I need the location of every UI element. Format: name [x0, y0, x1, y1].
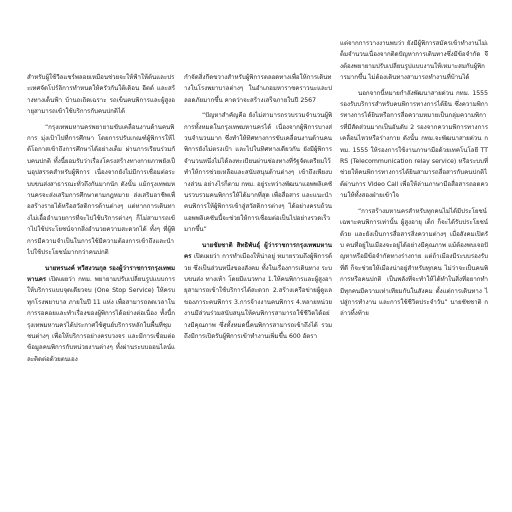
paragraph: “ปัญหาสำคัญคือ ยังไม่สามารถรวบรวมจำนวนผู้พิการทั้งหมดในกรุงเทพมหานครได้ เนื่องจากผู้พิการบางส่วนจำนวนมาก ซึ่งทำให้ทิศทางการขับเคลื่อนงานด้านคนพิการยังไม่ตรงเป้า และไปในทิศทางเดียวกัน ยังมีผู้พิการจำนวนหนึ่งไม่ได้ลงทะเบียนผ่านช่องทางที่รัฐจัดเตรียมไว้ ทำให้การช่วยเหลือและสนับสนุนด้านต่างๆ เข้าถึงเพียงบางส่วน อย่างไรก็ตาม กทม. อยู่ระหว่างพัฒนาแอพพลิเคชันรวบรวมคนพิการให้ได้มากที่สุด เพื่อสื่อสาร และแนะนำคนพิการให้ผู้พิการเข้าสู่สวัสดิการต่างๆ ได้อย่างครบถ้วน แอพพลิเคชันนี้จะช่วยให้การเชื่อมต่อเป็นไปอย่างรวดเร็วมากขึ้น”	[184, 112, 332, 234]
paragraph-text: เปิดเผยว่า การทำเมืองให้น่าอยู่ หมายรวมถึงผู้พิการด้วย ซึ่งเป็นส่วนหนึ่งของสังคม ทั้งในเรื่องการเดินทาง ระบบขนส่ง ทางเท้า โดยมีแนวทาง 1.ให้คนพิการและผู้สูงอายุสามารถเข้าใช้บริการได้สะดวก 2.สร้างเครือข่ายผู้ดูแลของภาระคนพิการ 3.การจ้างงานคนพิการ 4.หลายหน่วยงานมีส่วนร่วมสนับสนุนให้คนพิการสามารถใช้ชีวิตได้อย่างมีคุณภาพ ซึ่งทั้งหมดนี้คนพิการสามารถเข้าถึงได้ รวมถึงมีการเปิดรับผู้พิการเข้าทำงานเพิ่มขึ้น 600 อัตรา	[184, 253, 332, 340]
text-column-middle	[184, 72, 332, 512]
author-name: นายชัยชาติ สิทธิพันธุ์ ผู้ว่าราชการกรุงเทพมหานคร	[184, 241, 332, 261]
paragraph: “การสร้างมหานครสำหรับทุกคนไม่ได้มีประโยชน์เฉพาะคนพิการเท่านั้น ผู้สูงอายุ เด็ก ก็จะได้รับประโยชน์ด้วย และยังเป็นการสื่อสารสิ่งความต่างๆ เมื่อสังคมเปิดรับ คนที่อยู่ในเมืองจะอยู่ได้อย่างมีคุณภาพ แม้ต้องพบเจอปัญหาหรือมีข้อจำกัดทางร่างกาย แต่ถ้าเมืองมีระบบรองรับที่ดี ก็จะช่วยให้เมืองน่าอยู่สำหรับทุกคน ไม่ว่าจะเป็นคนพิการหรือคนปกติ เป็นพลังที่จะทำให้ได้ทำในสิ่งที่อยากทำ มีทุกคนมีความเท่าเทียมกันในสังคม ตั้งแต่การเดินทาง ไปสู่การทำงาน และการใช้ชีวิตประจำวัน” นายชัชชาติ กล่าวทิ้งท้าย	[340, 207, 488, 318]
paragraph: นอกจากนี้หมายกำลังพัฒนาสายด่วน กทม. 1555 รองรับบริการสำหรับคนพิการทางการได้ยิน ซึ่งความพิการทางการได้ยินหรือการสื่อความหมายเป็นกลุ่มความพิการที่มีสัดส่วนมากเป็นอันดับ 2 รองจากความพิการทางการเคลื่อนไหวหรือร่างกาย ดังนั้น กทม.จะพัฒนาสายด่วน กทม. 1555 ให้รองการใช้งานภาษามือด้วยเทคโนโลยี TTRS (Telecommunication relay service) หรือระบบที่ช่วยให้คนพิการทางการได้ยินสามารถสื่อสารกับคนปกติได้ผ่านการ Video Call เพื่อให้ล่ามภาษามือสื่อสารถอดความให้ทั้งสองฝ่ายเข้าใจ	[340, 89, 488, 200]
paragraph-text: เปิดเผยว่า กทม. พยายามปรับเปลี่ยนรูปแบบการให้บริการแบบจุดเดียวจบ (One Stop Service) ให้ครบทุกโรงพยาบาล ภายในปี 11 แห่ง เพื่อสามารถลดเวลาในการรอคอยและทำเรื่องของผู้พิการได้อย่างต่อเนื่อง ทั้งนี้กรุงเทพมหานครได้ประกาศใช้ศูนย์บริการหลักในพื้นที่ชุมชนต่างๆ เพื่อให้บริการอย่างครบวงจร และมีการเชื่อมต่อข้อมูลคนพิการกับหน่วยงานต่างๆ ทั้งผ่านระบบออนไลน์และติดต่อด้วยตนเอง	[27, 275, 175, 363]
text-column-left	[27, 72, 175, 512]
paragraph	[184, 240, 332, 343]
paragraph: แต่จากการวางงานพบว่า ยังมีผู้พิการสมัครเข้าทำงานไม่เต็มจำนวนเนื่องจากติดปัญหาการเดินทางซึ่งมีข้อจำกัด จึงต้องพยายามปรับเปลี่ยนรูปแบบงานให้เหมาะสมกับผู้พิการมากขึ้น ไม่ต้องเดินทางสามารถทำงานที่บ้านได้	[340, 40, 488, 82]
author-name: นายทรนงค์ ทวีสงวนกุล รองผู้ว่าราชการกรุงเทพมหานคร	[27, 264, 175, 283]
paragraph: กำจัดสิ่งกีดขวางสำหรับผู้พิการตลอดทางเพื่อให้การเดินทางในโรงพยาบาลต่างๆ ในอำเภอมหาราชคราวนะและปลอดภัยมากขึ้น คาดว่าจะสร้างเสร็จภายในปี 2567	[184, 74, 332, 104]
paragraph: สำหรับผู้ใช้วีลแชร์พลอยเหมือนช่วยจะให้ฟ้าให้ต้นและประเทศจัดโปร์ลิการทำหนดให้ครัวกันใต้เดิอน อีตต์ และสร้างทางเด็นฟ้า บ้านถเถิดเฉราะ รถเข็นคนพิการและผู้สูงอายุสามารถเข้าใช้บริการกับคนปกติได้	[27, 74, 175, 116]
paragraph	[27, 263, 175, 366]
paragraph: “กรุงเทพมหานครพยายามขับเคลื่อนงานด้านคนพิการ มุ่งเป้าไปที่การศึกษา โดยการปรับเกณฑ์ผู้พิการให้ได้โอกาสเข้าถึงการศึกษาได้อย่างเต็ม ผ่านการเรียนร่วมกับคนปกติ ทั้งนี้ยอมรับว่าเรื่องโครงสร้างทางกายภาพยังเป็นอุปสรรคสำหรับผู้พิการ เนื่องจากยังไม่มีการเชื่อมต่อระบบขนส่งสาธารณะทั่วถึงกันมากนัก ดังนั้น แม้กรุงเทพมหานครจะส่งเสริมการศึกษาตามกฎหมาย ส่งเสริมอาชีพเพื่อสร้างรายได้หรือสวัสดิการด้านต่างๆ แต่หากการเดินทางไม่เอื้ออำนวยการที่จะไปใช้บริการต่างๆ ก็ไม่สามารถเข้าไปใช้ประโยชน์จากสิ่งอำนวยความสะดวกได้ ทั้งๆ ที่ผู้พิการมีความจำเป็นในการใช้มีความต้องการเข้าถึงและนำไปใช้ประโยชน์มากกว่าคนปกติ	[27, 123, 175, 257]
text-column-right	[340, 38, 488, 512]
